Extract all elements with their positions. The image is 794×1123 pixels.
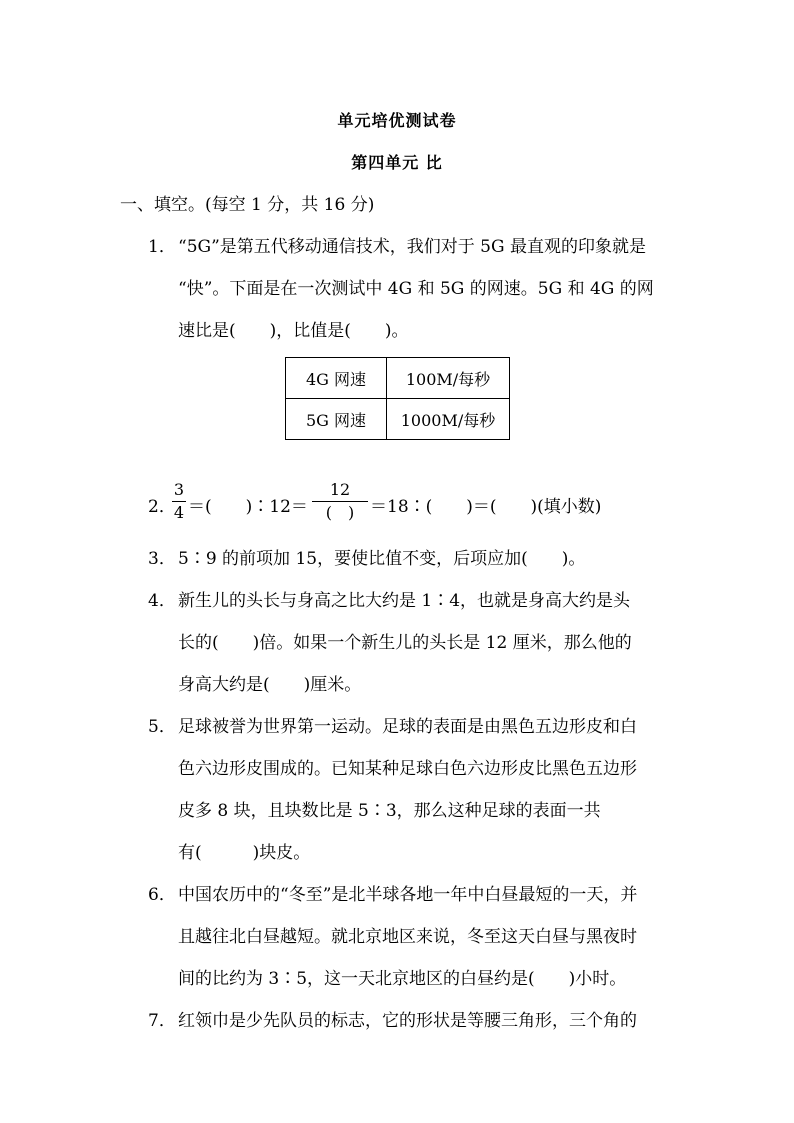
question-text: 间的比约为 3∶5，这一天北京地区的白昼约是( )小时。 — [178, 969, 627, 989]
table-cell: 100M/每秒 — [387, 358, 510, 399]
exam-title: 单元培优测试卷 — [337, 111, 457, 130]
table-cell: 4G 网速 — [286, 358, 387, 399]
question-text: 有( )块皮。 — [178, 843, 311, 863]
fraction-three-quarters — [172, 480, 186, 523]
question-text: 皮多 8 块，且块数比是 5∶3，那么这种足球的表面一共 — [178, 801, 601, 821]
question-text: 色六边形皮围成的。已知某种足球白色六边形皮比黑色五边形 — [178, 759, 637, 779]
unit-title: 第四单元 比 — [351, 153, 443, 172]
table-cell: 5G 网速 — [286, 399, 387, 440]
network-speed-table — [285, 357, 510, 440]
question-text: 速比是( )，比值是( )。 — [178, 321, 409, 341]
question-text: 5∶9 的前项加 15，要使比值不变，后项应加( )。 — [178, 549, 586, 569]
question-text: 新生儿的头长与身高之比大约是 1∶4，也就是身高大约是头 — [178, 591, 631, 611]
table-row — [286, 399, 510, 440]
equation-text: ＝( )∶12＝ — [188, 497, 308, 517]
fraction-bar — [312, 501, 368, 502]
question-number: 4． — [148, 591, 176, 611]
fraction-denominator: ( ) — [325, 503, 355, 522]
equation-text: ＝18∶( )＝( )(填小数) — [370, 497, 602, 517]
question-number: 3． — [148, 549, 176, 569]
table-cell: 1000M/每秒 — [387, 399, 510, 440]
fraction-bar — [172, 501, 186, 502]
fraction-numerator: 3 — [173, 480, 185, 499]
question-text: 身高大约是( )厘米。 — [178, 675, 362, 695]
question-text: 中国农历中的“冬至”是北半球各地一年中白昼最短的一天，并 — [178, 885, 638, 905]
question-text: “5G”是第五代移动通信技术，我们对于 5G 最直观的印象就是 — [178, 237, 646, 257]
fraction-numerator: 12 — [329, 480, 351, 499]
question-text: 且越往北白昼越短。就北京地区来说，冬至这天白昼与黑夜时 — [178, 927, 637, 947]
question-text: 足球被誉为世界第一运动。足球的表面是由黑色五边形皮和白 — [178, 717, 637, 737]
question-number: 6． — [148, 885, 176, 905]
question-number: 2． — [148, 497, 176, 517]
question-text: 红领巾是少先队员的标志，它的形状是等腰三角形，三个角的 — [178, 1011, 637, 1031]
question-number: 5． — [148, 717, 176, 737]
question-number: 7． — [148, 1011, 176, 1031]
question-text: 长的( )倍。如果一个新生儿的头长是 12 厘米，那么他的 — [178, 633, 632, 653]
section-heading: 一、填空。(每空 1 分，共 16 分) — [120, 195, 375, 215]
table-row — [286, 358, 510, 399]
question-number: 1． — [148, 237, 176, 257]
question-text: “快”。下面是在一次测试中 4G 和 5G 的网速。5G 和 4G 的网 — [178, 279, 654, 299]
fraction-twelve-over-blank — [312, 480, 368, 523]
fraction-denominator: 4 — [173, 503, 185, 522]
